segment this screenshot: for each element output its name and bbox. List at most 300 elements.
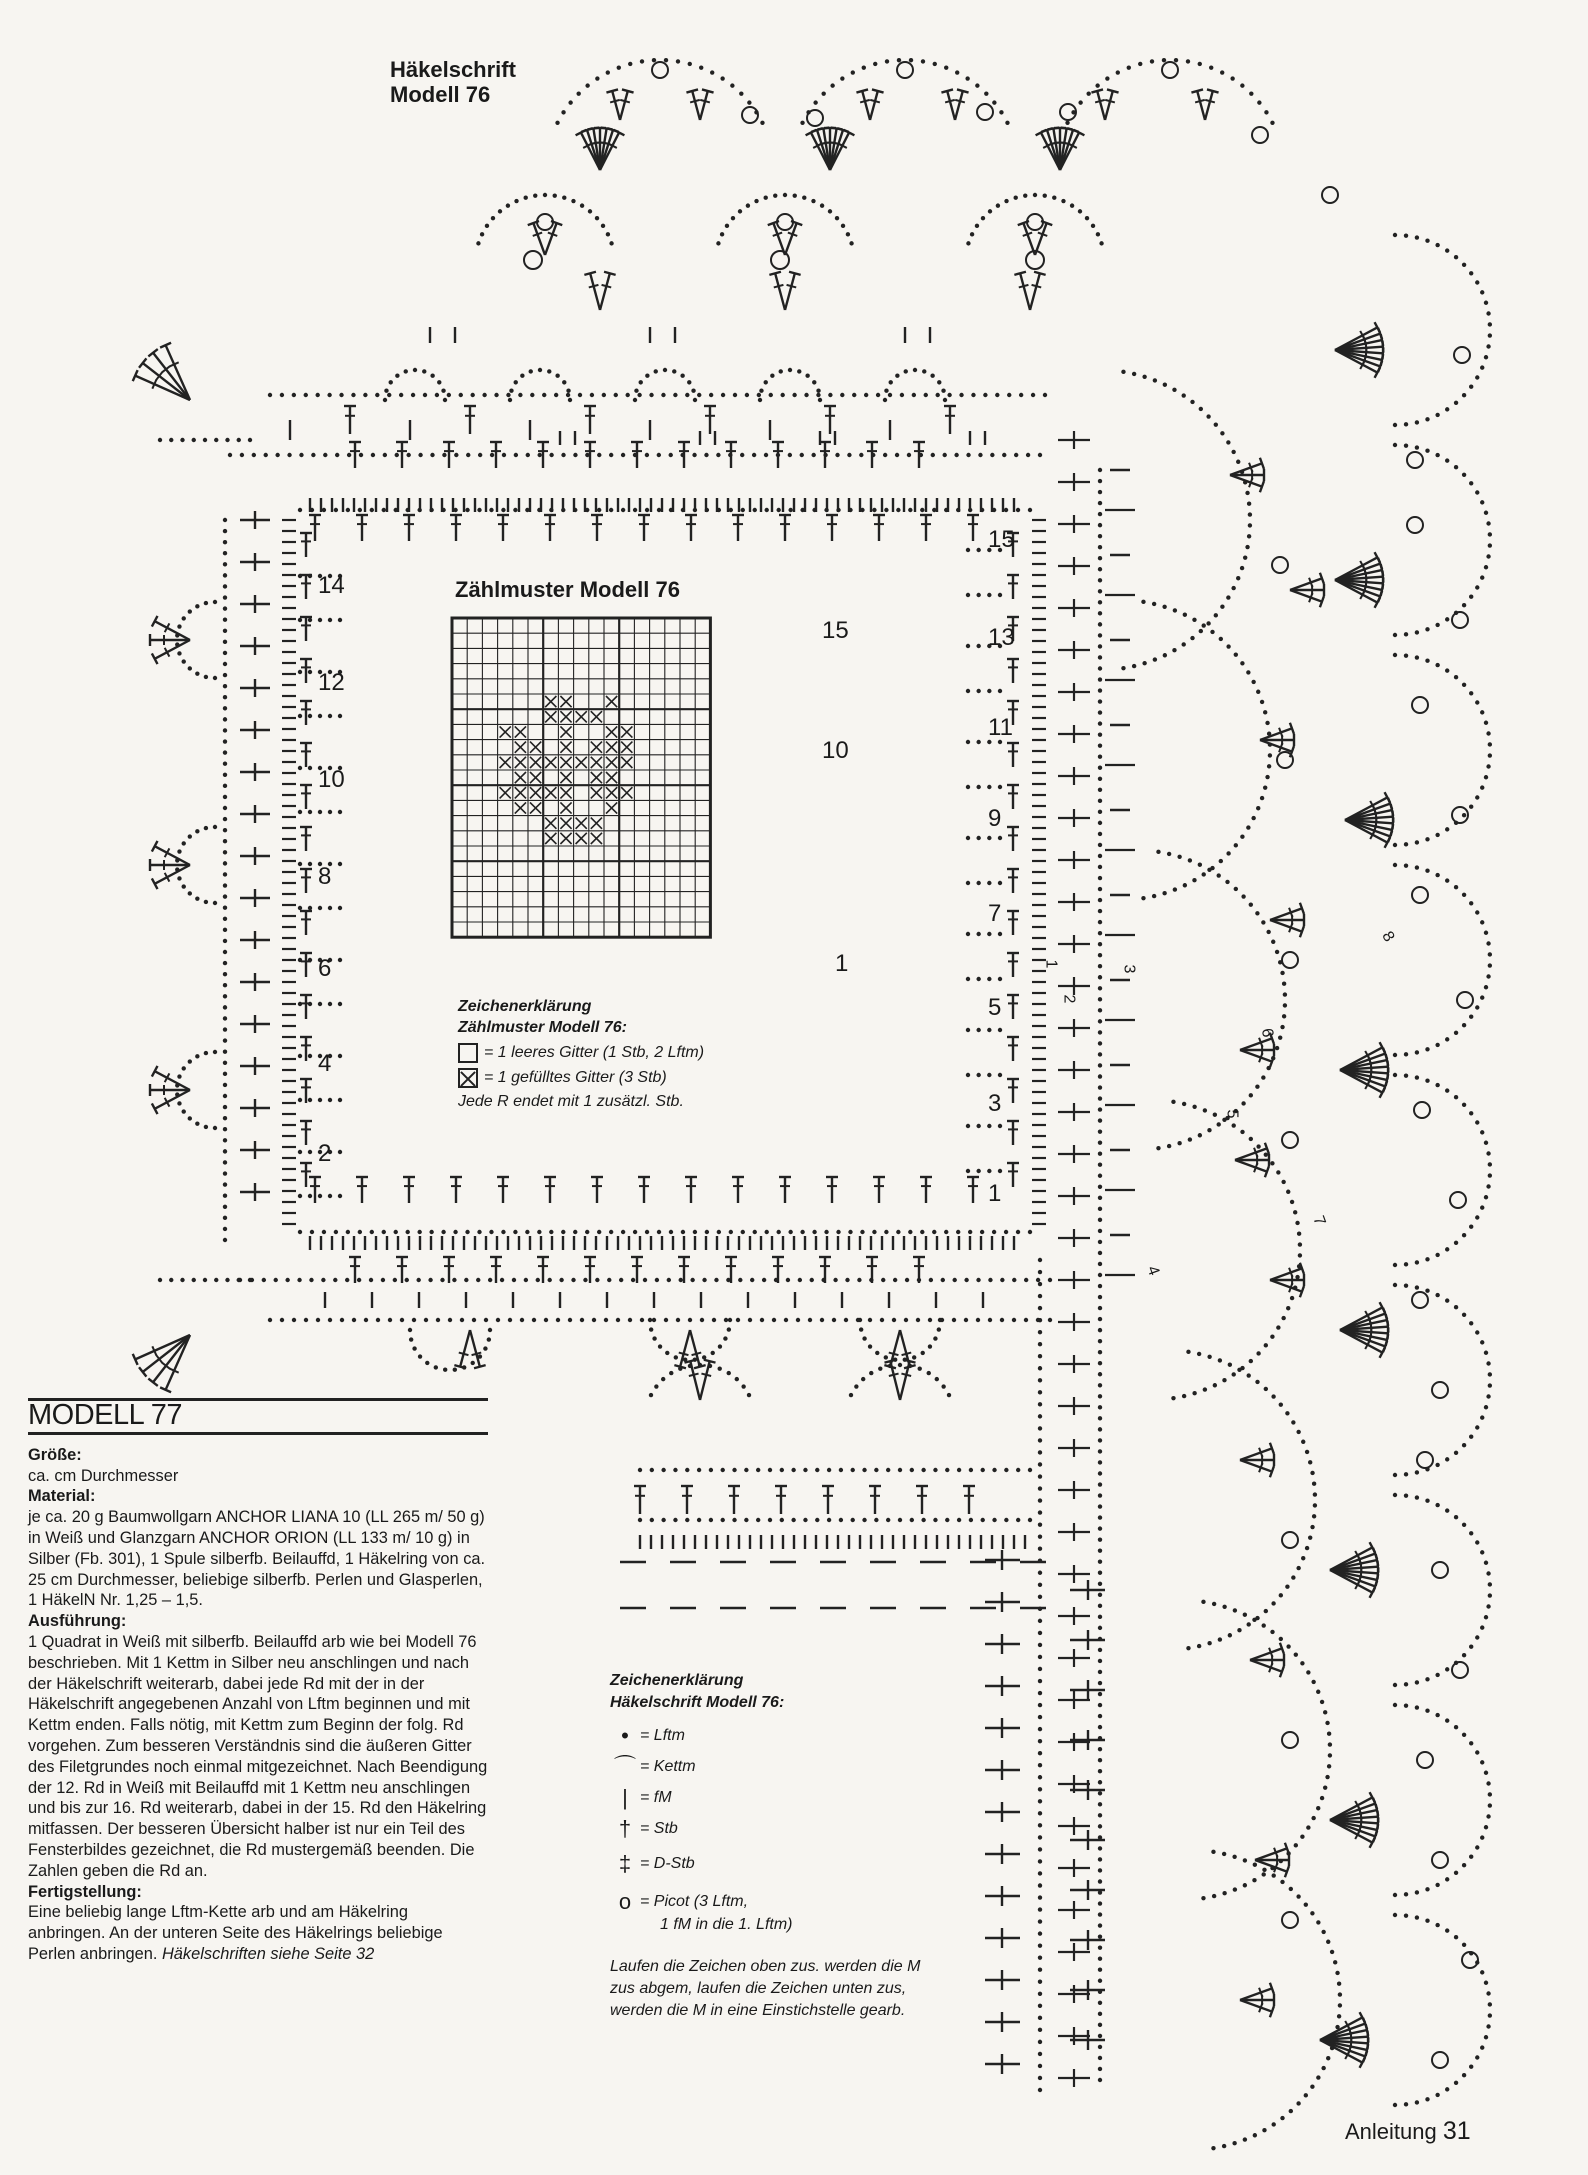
chain-dot	[851, 1468, 855, 1472]
chain-dot	[821, 1278, 825, 1282]
chain-dot	[1404, 1493, 1408, 1497]
chain-dot	[223, 1227, 227, 1231]
chain-dot	[1469, 1645, 1473, 1649]
chain-dot	[976, 548, 980, 552]
chain-dot	[673, 393, 677, 397]
chain-dot	[1293, 1210, 1297, 1214]
chain-dot	[1098, 1372, 1102, 1376]
round-number-12: 12	[318, 669, 345, 696]
chain-dot	[1099, 241, 1103, 245]
chain-dot	[1454, 2081, 1458, 2085]
chain-dot	[1306, 1825, 1310, 1829]
chain-dot	[1192, 1391, 1196, 1395]
chain-dot	[969, 1468, 973, 1472]
chain-dot	[828, 209, 832, 213]
chain-dot	[1038, 1571, 1042, 1575]
chain-dot	[990, 453, 994, 457]
chain-dot	[896, 1230, 900, 1234]
chain-dot	[709, 1468, 713, 1472]
chain-dot	[1038, 1607, 1042, 1611]
fan-stitch	[1230, 469, 1264, 481]
chain-dot	[1138, 62, 1142, 66]
chain-dot	[169, 438, 173, 442]
stb-stitch	[403, 1177, 415, 1203]
chain-dot	[1142, 661, 1146, 665]
chain-dot	[1038, 1895, 1042, 1899]
chain-dot	[413, 368, 417, 372]
chain-dot	[709, 393, 713, 397]
chain-dot	[680, 374, 684, 378]
chain-dot	[1484, 511, 1488, 515]
chain-dot	[1462, 1943, 1466, 1947]
chain-dot	[223, 1016, 227, 1020]
chain-dot	[1445, 458, 1449, 462]
chain-dot	[308, 766, 312, 770]
fan-stitch	[769, 272, 790, 312]
chain-dot	[1232, 1372, 1236, 1376]
chain-dot	[909, 58, 913, 62]
chain-dot	[1484, 1141, 1488, 1145]
chain-dot	[907, 453, 911, 457]
chain-dot	[976, 1073, 980, 1077]
chain-dot	[788, 368, 792, 372]
chain-dot	[406, 1230, 410, 1234]
chain-dot	[1298, 1253, 1302, 1257]
chain-dot	[736, 1318, 740, 1322]
chain-dot	[1098, 832, 1102, 836]
chain-dot	[1445, 1298, 1449, 1302]
chain-dot	[298, 766, 302, 770]
chain-dot	[904, 1318, 908, 1322]
chain-dot	[800, 508, 804, 512]
chain-dot	[928, 1318, 932, 1322]
chain-dot	[514, 453, 518, 457]
chain-dot	[776, 508, 780, 512]
chain-dot	[223, 905, 227, 909]
chain-dot	[805, 374, 809, 378]
chain-dot	[537, 508, 541, 512]
chain-dot	[483, 1346, 487, 1350]
chain-dot	[1415, 1075, 1419, 1079]
chain-dot	[885, 59, 889, 63]
haekelschrift-title-line2: Modell 76	[390, 82, 491, 107]
chain-dot	[687, 380, 691, 384]
chain-dot	[1098, 1118, 1102, 1122]
chain-dot	[1435, 1713, 1439, 1717]
chain-dot	[1475, 1750, 1479, 1754]
chain-dot	[976, 785, 980, 789]
chain-dot	[182, 1066, 186, 1070]
chain-dot	[1098, 1394, 1102, 1398]
chain-dot	[223, 1127, 227, 1131]
stb-stitch	[300, 1163, 312, 1187]
chain-dot	[634, 389, 638, 393]
chain-dot	[988, 1318, 992, 1322]
chain-dot	[1275, 950, 1279, 954]
chain-dot	[1435, 2093, 1439, 2097]
edging-round-2: 2	[1060, 994, 1078, 1004]
chain-dot	[1098, 545, 1102, 549]
chain-dot	[1469, 1951, 1473, 1955]
chain-dot	[1469, 2065, 1473, 2069]
chain-dot	[987, 1073, 991, 1077]
chain-dot	[893, 1278, 897, 1282]
chain-dot	[1098, 1593, 1102, 1597]
chain-dot	[987, 932, 991, 936]
chain-dot	[1038, 1703, 1042, 1707]
chain-dot	[1404, 863, 1408, 867]
fan-stitch	[1250, 1654, 1284, 1666]
chain-dot	[621, 1230, 625, 1234]
chain-dot	[1098, 655, 1102, 659]
chain-dot	[1098, 788, 1102, 792]
chain-dot	[1435, 413, 1439, 417]
chain-dot	[425, 1361, 429, 1365]
chain-dot	[673, 1518, 677, 1522]
chain-dot	[652, 58, 656, 62]
chain-dot	[1217, 873, 1221, 877]
chain-dot	[1486, 1151, 1490, 1155]
chain-dot	[1038, 2076, 1042, 2080]
chain-dot	[1038, 1727, 1042, 1731]
chain-dot	[358, 508, 362, 512]
chain-dot	[780, 1468, 784, 1472]
chain-dot	[1038, 2052, 1042, 2056]
chain-dot	[318, 618, 322, 622]
chain-dot	[478, 453, 482, 457]
chain-dot	[1000, 1318, 1004, 1322]
chain-dot	[1425, 1257, 1429, 1261]
chain-dot	[1404, 1472, 1408, 1476]
chain-dot	[310, 1230, 314, 1234]
chain-dot	[1454, 1515, 1458, 1519]
picot-mark	[1412, 887, 1428, 903]
chain-dot	[423, 393, 427, 397]
chain-dot	[443, 398, 447, 402]
chain-dot	[195, 604, 199, 608]
chain-dot	[1260, 796, 1264, 800]
chain-dot	[1098, 1295, 1102, 1299]
chain-dot	[1393, 1493, 1397, 1497]
chain-dot	[1098, 1548, 1102, 1552]
chain-dot	[1404, 233, 1408, 237]
chain-dot	[637, 393, 641, 397]
chain-dot	[1404, 2102, 1408, 2106]
chain-dot	[358, 1230, 362, 1234]
chain-dot	[1337, 2014, 1341, 2018]
chain-dot	[280, 393, 284, 397]
chain-dot	[1415, 1915, 1419, 1919]
chain-dot	[1214, 613, 1218, 617]
chain-dot	[322, 1230, 326, 1234]
chain-dot	[298, 1150, 302, 1154]
chain-dot	[1435, 1083, 1439, 1087]
chain-dot	[1004, 199, 1008, 203]
chain-dot	[477, 508, 481, 512]
chain-dot	[1098, 865, 1102, 869]
stb-stitch	[464, 406, 476, 434]
chain-dot	[195, 896, 199, 900]
chain-dot	[1038, 1775, 1042, 1779]
chain-dot	[1098, 1945, 1102, 1949]
chain-dot	[1296, 2101, 1300, 2105]
chain-dot	[1098, 479, 1102, 483]
stb-stitch	[1007, 995, 1019, 1019]
chain-dot	[758, 398, 762, 402]
chain-dot	[741, 1230, 745, 1234]
chain-dot	[1038, 1919, 1042, 1923]
chain-dot	[383, 453, 387, 457]
chain-dot	[1475, 1215, 1479, 1219]
chain-dot	[1038, 1980, 1042, 1984]
chain-dot	[1291, 1575, 1295, 1579]
chain-dot	[700, 1318, 704, 1322]
chain-dot	[1098, 2034, 1102, 2038]
chain-dot	[1167, 852, 1171, 856]
chain-dot	[1098, 1240, 1102, 1244]
chain-dot	[298, 958, 302, 962]
chain-dot	[1251, 816, 1255, 820]
chain-dot	[1326, 2056, 1330, 2060]
chain-dot	[1152, 894, 1156, 898]
chain-dot	[318, 810, 322, 814]
grid-row-label-15: 15	[822, 617, 849, 644]
chain-dot	[1098, 1968, 1102, 1972]
chain-dot	[223, 739, 227, 743]
chain-dot	[1480, 1550, 1484, 1554]
chain-dot	[1261, 920, 1265, 924]
chain-dot	[1098, 567, 1102, 571]
chain-dot	[1098, 677, 1102, 681]
chain-dot	[1393, 1053, 1397, 1057]
chain-dot	[547, 369, 551, 373]
chain-dot	[1326, 1940, 1330, 1944]
chain-dot	[1480, 1340, 1484, 1344]
chain-dot	[418, 453, 422, 457]
chain-dot	[1286, 1644, 1290, 1648]
chain-dot	[1425, 659, 1429, 663]
chain-dot	[1295, 1275, 1299, 1279]
fan-stitch	[584, 272, 605, 312]
chain-dot	[718, 1344, 722, 1348]
chain-dot	[237, 438, 241, 442]
chain-dot	[1038, 1559, 1042, 1563]
chain-dot	[1098, 2056, 1102, 2060]
chain-dot	[1279, 1402, 1283, 1406]
chain-dot	[477, 1230, 481, 1234]
fan-stitch	[1270, 914, 1304, 926]
chain-dot	[1098, 501, 1102, 505]
chain-dot	[409, 1337, 413, 1341]
chain-dot	[1404, 1892, 1408, 1896]
chain-dot	[1310, 1911, 1314, 1915]
chain-dot	[328, 618, 332, 622]
chain-dot	[203, 438, 207, 442]
chain-dot	[223, 617, 227, 621]
chain-dot	[721, 1518, 725, 1522]
chain-dot	[1267, 764, 1271, 768]
chain-dot	[1290, 1200, 1294, 1204]
chain-dot	[412, 1318, 416, 1322]
chain-dot	[1171, 1396, 1175, 1400]
chain-dot	[223, 1061, 227, 1065]
chain-dot	[998, 785, 1002, 789]
chain-dot	[1296, 1894, 1300, 1898]
chain-dot	[204, 601, 208, 605]
chain-dot	[793, 193, 797, 197]
chain-dot	[788, 1230, 792, 1234]
chain-dot	[1038, 1342, 1042, 1346]
chain-dot	[910, 1468, 914, 1472]
chain-dot	[1289, 2109, 1293, 2113]
chain-dot	[1488, 742, 1492, 746]
fan-stitch	[1024, 272, 1045, 312]
chain-dot	[1469, 1111, 1473, 1115]
chain-dot	[524, 196, 528, 200]
chain-dot	[1183, 883, 1187, 887]
chain-dot	[223, 529, 227, 533]
chain-dot	[520, 374, 524, 378]
chain-dot	[998, 1124, 1002, 1128]
chain-dot	[177, 651, 181, 655]
chain-dot	[1480, 500, 1484, 504]
chain-dot	[1226, 595, 1230, 599]
chain-dot	[192, 1278, 196, 1282]
chain-dot	[836, 508, 840, 512]
chain-dot	[1480, 1970, 1484, 1974]
chain-dot	[1222, 1891, 1226, 1895]
chain-dot	[177, 1074, 181, 1078]
chain-dot	[1300, 1661, 1304, 1665]
chain-dot	[1243, 1613, 1247, 1617]
chain-dot	[568, 398, 572, 402]
chain-dot	[1028, 1518, 1032, 1522]
chain-dot	[1279, 1637, 1283, 1641]
chain-dot	[318, 1098, 322, 1102]
chain-dot	[848, 1230, 852, 1234]
chain-dot	[1262, 1868, 1266, 1872]
chain-dot	[321, 1278, 325, 1282]
chain-dot	[1182, 393, 1186, 397]
chain-dot	[338, 1194, 342, 1198]
chain-dot	[1098, 1504, 1102, 1508]
chain-dot	[1291, 1420, 1295, 1424]
picot-mark	[1277, 752, 1293, 768]
chain-dot	[1486, 1991, 1490, 1995]
chain-dot	[1462, 1443, 1466, 1447]
chain-dot	[1098, 688, 1102, 692]
chain-dot	[1098, 721, 1102, 725]
chain-dot	[976, 644, 980, 648]
chain-dot	[346, 508, 350, 512]
chain-dot	[1480, 575, 1484, 579]
chain-dot	[223, 784, 227, 788]
chain-dot	[987, 785, 991, 789]
chain-dot	[1404, 1682, 1408, 1686]
chain-dot	[1210, 630, 1214, 634]
chain-dot	[1469, 691, 1473, 695]
chain-dot	[1012, 1278, 1016, 1282]
chain-dot	[628, 62, 632, 66]
chain-dot	[1098, 1890, 1102, 1894]
stb-stitch	[450, 515, 462, 541]
fan-stitch	[1260, 734, 1294, 746]
chain-dot	[1038, 1847, 1042, 1851]
chain-dot	[1038, 1763, 1042, 1767]
chain-dot	[1243, 555, 1247, 559]
chain-dot	[1167, 1144, 1171, 1148]
chain-dot	[1486, 1571, 1490, 1575]
chain-dot	[223, 1216, 227, 1220]
chain-dot	[1308, 1460, 1312, 1464]
chain-dot	[1098, 1405, 1102, 1409]
chain-dot	[987, 836, 991, 840]
chain-dot	[1283, 1003, 1287, 1007]
chain-dot	[1098, 1515, 1102, 1519]
chain-dot	[1098, 1582, 1102, 1586]
chain-dot	[933, 62, 937, 66]
chain-dot	[223, 1205, 227, 1209]
legend-item-stb	[610, 1813, 940, 1844]
chain-dot	[327, 393, 331, 397]
chain-dot	[316, 1318, 320, 1322]
chain-dot	[797, 369, 801, 373]
chain-dot	[1475, 795, 1479, 799]
chain-dot	[1038, 1318, 1042, 1322]
ausfuehrung-label: Ausführung:	[28, 1612, 127, 1631]
chain-dot	[1425, 449, 1429, 453]
chain-dot	[1251, 680, 1255, 684]
stb-stitch	[873, 1177, 885, 1203]
chain-dot	[1255, 911, 1259, 915]
chain-dot	[1038, 1583, 1042, 1587]
chain-dot	[1290, 1296, 1294, 1300]
chain-dot	[536, 1278, 540, 1282]
chain-dot	[1245, 545, 1249, 549]
chain-dot	[1445, 1247, 1449, 1251]
stb-stitch	[638, 515, 650, 541]
chain-dot	[275, 453, 279, 457]
chain-dot	[382, 508, 386, 512]
chain-dot	[597, 508, 601, 512]
chain-dot	[1201, 1896, 1205, 1900]
stb-stitch	[544, 515, 556, 541]
chain-dot	[338, 958, 342, 962]
chain-dot	[1098, 1185, 1102, 1189]
chain-dot	[1162, 58, 1166, 62]
chain-dot	[710, 70, 714, 74]
chain-dot	[1393, 653, 1397, 657]
chain-dot	[1038, 2004, 1042, 2008]
chain-dot	[530, 393, 534, 397]
chain-dot	[1098, 2045, 1102, 2049]
chain-dot	[1296, 1566, 1300, 1570]
chain-dot	[1098, 1229, 1102, 1233]
chain-dot	[1038, 2088, 1042, 2092]
chain-dot	[588, 209, 592, 213]
chain-dot	[338, 810, 342, 814]
chain-dot	[1475, 375, 1479, 379]
round-number-3: 3	[988, 1090, 1002, 1117]
chain-dot	[1393, 1893, 1397, 1897]
chain-dot	[1038, 1968, 1042, 1972]
chain-dot	[957, 1518, 961, 1522]
haekelschrift-title	[390, 57, 516, 107]
chain-dot	[382, 1230, 386, 1234]
chain-dot	[788, 453, 792, 457]
chain-dot	[1488, 963, 1492, 967]
chain-dot	[387, 393, 391, 397]
